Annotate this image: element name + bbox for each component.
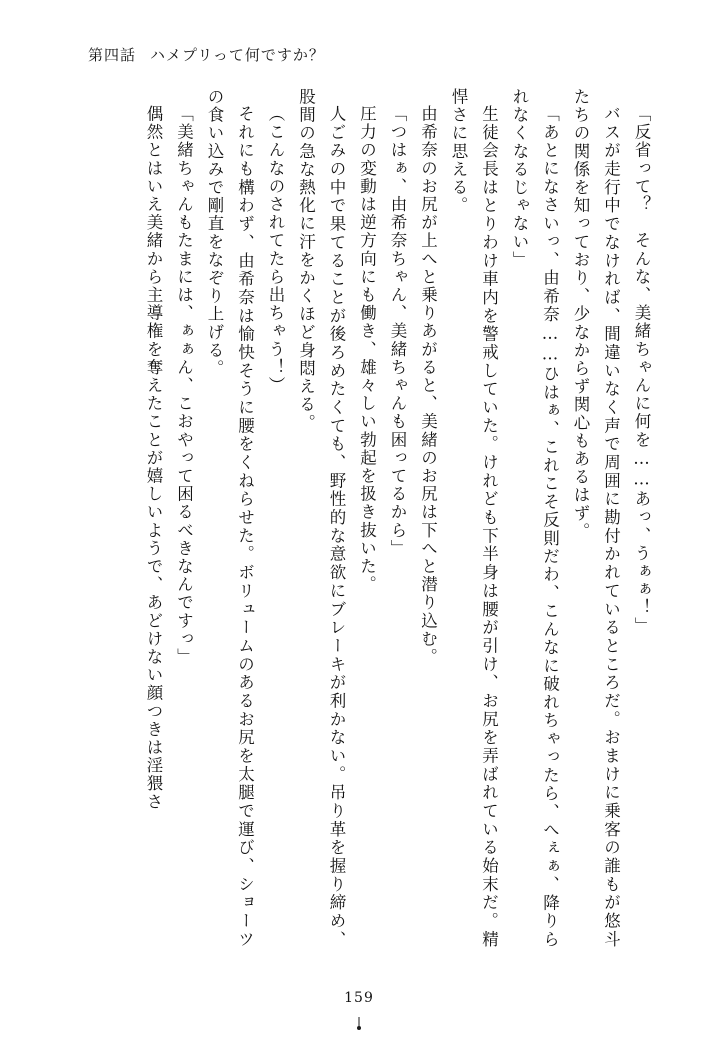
- paragraph: 圧力の変動は逆方向にも働き、雄々しい勃起を扱き抜いた。: [357, 104, 377, 594]
- paragraph: 由希奈のお尻が上へと乗りあがると、美緒のお尻は下へと潜り込む。: [418, 104, 438, 666]
- paragraph: （こんなのされてたら出ちゃう！）: [266, 104, 285, 395]
- paragraph: 「反省って？ そんな、美緒ちゃんに何を……あっ、うぁぁ！」: [632, 104, 651, 635]
- paragraph: 「美緒ちゃんもたまには、ぁぁん、こおやって困るべきなんですっ」: [174, 104, 194, 666]
- paragraph: 人ごみの中で果てることが後ろめたくても、野性的な意欲にブレーキが利かない。吊り革を握り締め、股間の急な熱化に汗をかくほど身悶える。: [296, 88, 346, 948]
- folio-ornament-dot: [357, 1026, 361, 1030]
- paragraph: 「あとになさいっ、由希奈……ひはぁ、これこそ反則だわ、こんなに破れちゃったら、へぇぁ、降りられなくなるじゃない」: [510, 88, 560, 948]
- paragraph: それにも構わず、由希奈は愉快そうに腰をくねらせた。ボリュームのあるお尻を太腿で運び、ショーツの食い込みで剛直をなぞり上げる。: [205, 88, 255, 948]
- folio-ornament-stem: [359, 1017, 360, 1026]
- paragraph: 偶然とはいえ美緒から主導権を奪えたことが嬉しいようで、あどけない顔つきは淫猥さ: [144, 104, 163, 811]
- page-number: 159: [344, 990, 374, 1006]
- paragraph: バスが走行中でなければ、間違いなく声で周囲に勘付かれているところだ。おまけに乗客の誰もが悠斗たちの関係を知っており、少なからず関心もあるはず。: [571, 88, 621, 948]
- running-head: [88, 44, 325, 65]
- body-text: [56, 88, 656, 948]
- running-head-chapter-number: 第四話: [88, 46, 137, 64]
- running-head-chapter-title: ハメプリって何ですか？: [150, 46, 325, 64]
- paragraph: 生徒会長はとりわけ車内を警戒していた。けれども下半身は腰が引け、お尻を弄ばれている始末だ。精悍さに思える。: [449, 88, 499, 948]
- paragraph: 「つはぁ、由希奈ちゃん、美緒ちゃんも困ってるから」: [388, 104, 407, 557]
